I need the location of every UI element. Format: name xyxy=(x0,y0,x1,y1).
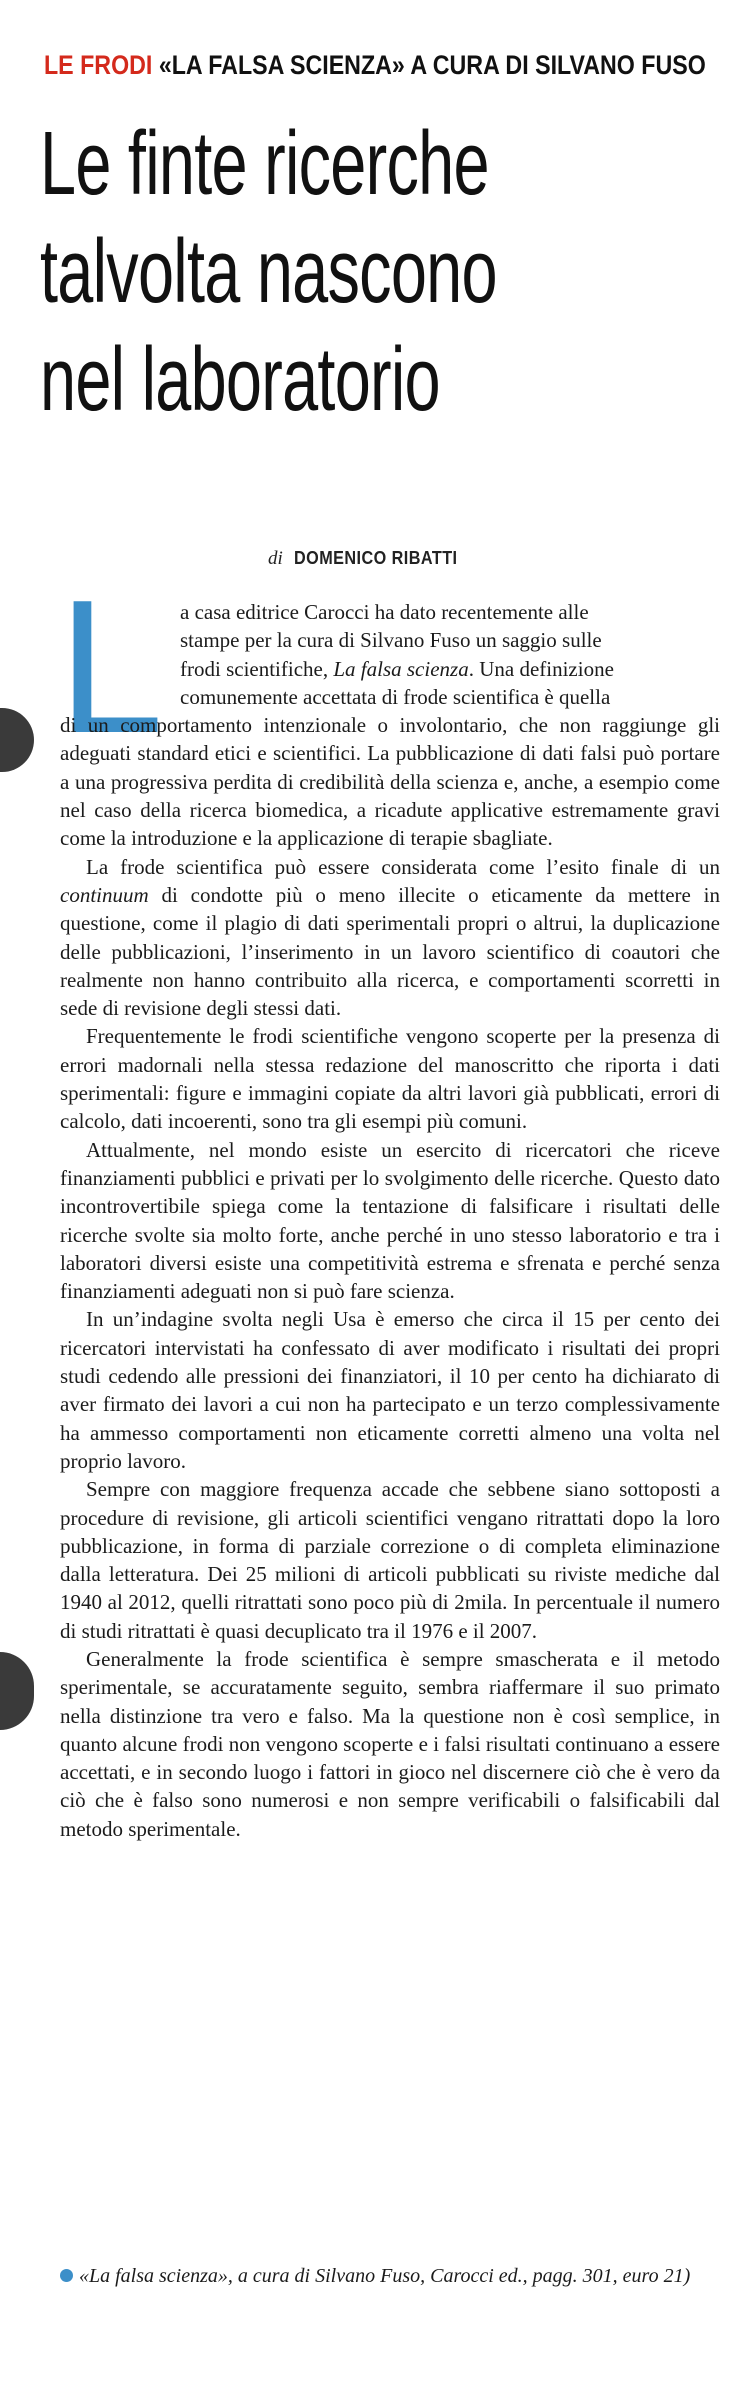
headline-line: nel laboratorio xyxy=(40,330,440,430)
text-segment: di condotte più o meno illecite o eticamente da mettere in questione, come il plagio di dati sperimentali propri o altrui, la duplicazione delle pubblicazioni, l’inserimento in un lavoro scientifico di coautori che realmente non hanno contribuito alla ricerca, e comportamenti scorretti in sede di revisione degli stessi dati. xyxy=(60,882,721,1021)
byline-prefix: di xyxy=(268,548,283,569)
scan-hole-decoration xyxy=(0,1652,34,1730)
headline-line: Le finte ricerche xyxy=(40,114,489,214)
book-title: La falsa scienza xyxy=(333,656,469,681)
book-note-text: «La falsa scienza», a cura di Silvano Fuso, Carocci ed., pagg. 301, euro 21) xyxy=(79,2265,691,2287)
byline xyxy=(268,548,475,570)
article-paragraph: Sempre con maggiore frequenza accade che sebbene siano sottoposti a procedure di revisione, gli articoli scientifici vengano ritrattati dopo la loro pubblicazione, in forma di parziale correzione o di completa eliminazione dalla letteratura. Dei 25 milioni di articoli pubblicati su riviste mediche dal 1940 al 2012, quelli ritrattati sono poco più di 2mila. In percentuale il numero di studi ritrattati è quasi decuplicato tra il 1976 e il 2007. xyxy=(60,1477,720,1643)
kicker xyxy=(44,48,706,82)
article-paragraph: Generalmente la frode scientifica è sempre smascherata e il metodo sperimentale, se accuratamente seguito, sembra riaffermare il suo primato nella distinzione tra vero e falso. Ma la questione non è così semplice, in quanto alcune frodi non vengono scoperte e i falsi risultati continuano a essere accettati, e in secondo luogo i fattori in gioco nel discernere ciò che è vero da ciò che è falso sono numerosi e non sempre verificabili o falsificabili dal metodo sperimentale. xyxy=(60,1646,720,1841)
text-segment: frodi scientifiche, xyxy=(180,656,329,681)
italic-term: continuum xyxy=(60,882,149,907)
headline-line: talvolta nascono xyxy=(40,222,497,322)
text-line: a casa editrice Carocci ha dato recentemente alle xyxy=(180,600,589,624)
text-segment: La frode scientifica può essere considerata come l’esito finale di un xyxy=(86,854,720,879)
article-paragraph: Attualmente, nel mondo esiste un esercito di ricercatori che riceve finanziamenti pubblici e privati per lo svolgimento delle ricerche. Questo dato incontrovertibile spiega come la tentazione di falsificare i risultati delle ricerche svolte sia molto forte, anche perché in uno stesso laboratorio e tra i laboratori diversi esiste una competitività estrema e sfrenata e perché senza finanziamenti adeguati non si può fare scienza. xyxy=(60,1137,720,1304)
text-segment: di un comportamento intenzionale o involontario, che non raggiunge gli adeguati standard etici e scientifici. La pubblicazione di dati falsi può portare a una progressiva perdita di credibilità della scienza e, anche, a esempio come nel caso della ricerca biomedica, a ricadute applicative estremamente gravi come la introduzione e la applicazione di terapie sbagliate. xyxy=(60,713,720,851)
text-line: stampe per la cura di Silvano Fuso un saggio sulle xyxy=(180,628,602,653)
article-paragraph: In un’indagine svolta negli Usa è emerso che circa il 15 per cento dei ricercatori intervistati ha confessato di aver modificato i risultati dei propri studi cedendo alle pressioni dei finanziatori, il 10 per cento ha dichiarato di aver firmato dei lavori a cui non ha partecipato e un terzo complessivamente ha ammesso comportamenti non eticamente corretti almeno una volta nel proprio lavoro. xyxy=(60,1307,720,1473)
article-paragraph xyxy=(60,853,720,1023)
article-paragraph xyxy=(60,598,720,853)
article-body xyxy=(60,598,720,1843)
text-segment: . Una definizione xyxy=(468,656,614,681)
byline-author: DOMENICO RIBATTI xyxy=(293,548,458,568)
scan-hole-decoration xyxy=(0,708,34,772)
kicker-title: «LA FALSA SCIENZA» A CURA DI SILVANO FUSO xyxy=(158,50,706,80)
headline xyxy=(40,110,688,434)
bullet-dot-icon xyxy=(60,2269,73,2282)
text-line xyxy=(60,655,720,683)
drop-cap: L xyxy=(58,561,164,773)
article-paragraph: Frequentemente le frodi scientifiche vengono scoperte per la presenza di errori madornali nella stessa redazione del manoscritto che riporta i dati sperimentali: figure e immagini copiate da altri lavori già pubblicati, errori di calcolo, dati incoerenti, sono tra gli esempi più comuni. xyxy=(60,1024,720,1134)
kicker-section: LE FRODI xyxy=(44,50,153,80)
text-line: comunemente accettata di frode scientifica è quella xyxy=(180,684,611,709)
book-note xyxy=(60,2262,720,2290)
